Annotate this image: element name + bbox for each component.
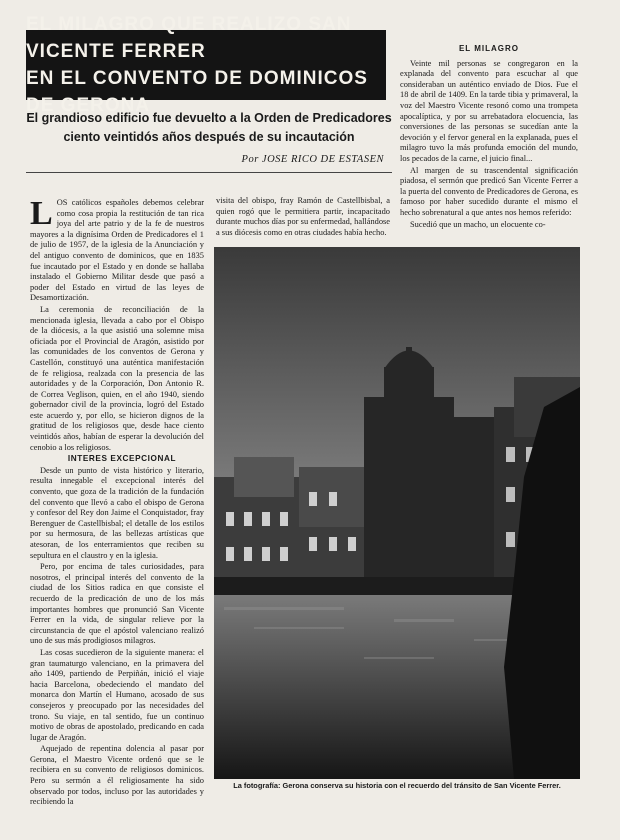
gerona-photo [214,247,580,779]
article-column-2 [216,196,390,240]
paragraph-6: Aquejado de repentina dolencia al pasar por Gerona, el Maestro Vicente ordenó que se le recibiera en su convento de religiosos dominicos. Pero su sermón a él religiosamente ha sido observado por todos, incluso por las autoridades y recibiendo la [30,744,204,807]
column-2-paragraph: visita del obispo, fray Ramón de Castellbisbal, a quien rogó que le permitiera partir, incapacitado durante muchos días por su enfermedad, hallándose a sus diócesis como en otras ciudades había hecho. [216,196,390,237]
paragraph-5: Las cosas sucedieron de la siguiente manera: el gran taumaturgo valenciano, en la primavera del año 1409, partiendo de Perpiñán, inició el viaje hacia Barcelona, obedeciendo el mandato del monarca don Martín el Humano, acosado de sus consejeros y preocupado por las necesidades del trono. Su viaje, en tal sentido, fue un continuo motivo de obras de apostolado, predicando en cada lugar de Aragón. [30,647,204,742]
headline-line-2: EN EL CONVENTO DE DOMINICOS DE GERONA [26,68,368,116]
subtitle-line-1: El grandioso edificio fue devuelto a la Orden de Predicadores [26,111,392,125]
paragraph-1-text: OS católicos españoles debemos celebrar como cosa propia la restitución de tan rica joya del arte patrio y de la fe de nuestros mayores a la dignísima Orden de Predicadores el 1 de julio de 1957, de la iglesia de la Anunciación y del antiguo convento de dominicos, que en 1835 fue incautado por el Estado y en donde se hallaba instalado el Gobierno Militar desde que pasó a poder del Estado en virtud de las leyes de Desamortización. [30,198,204,303]
paragraph-4: Pero, por encima de tales curiosidades, para nosotros, el principal interés del convento de la ciudad de los Sitios radica en que consiste el recuerdo de la predicación de uno de los más importantes hombres que pronunció San Vicente Ferrer en la vida, de singular relieve por la circunstancia de que el apóstol valenciano realizó uno de sus más prodigiosos milagros. [30,562,204,646]
column-3-paragraph-1: Veinte mil personas se congregaron en la explanada del convento para escuchar al que consideraban un auténtico enviado de Dios. Fue el 18 de abril de 1409. En la tarde tibia y primaveral, la voz del Maestro Vicente resonó como una trompeta apocalíptica, y por su arrebatadora elocuencia, las conversiones de las personas se sucedían ante la devoción y el fervor general en la explanada, pues el milagro tuvo la más profunda emoción del mundo, los pecados de la carne, el juicio final... [400,58,578,163]
section-subhead: INTERES EXCEPCIONAL [67,454,177,464]
paragraph-2: La ceremonia de reconciliación de la mencionada iglesia, llevada a cabo por el Obispo de la diócesis, a la que asistió una solemne misa oficiada por el Provincial de Aragón, asistido por las comunidades de los conventos de Gerona y Castellón, constituyó una auténtica manifestación de fe religiosa, realzada con la presencia de las autoridades y de la Corporación, Don Antonio R. de Correa Veglison, quien, en el año 1940, siendo gobernador civil de la provincia, logró del Estado este acuerdo y, por ello, se hicieron dignos de la gratitud de los religiosos que, desde hace ciento veintidós años, habían de esperar la devolución del cenobio a los religiosos. [30,304,204,452]
subtitle-line-2: ciento veintidós años después de su incautación [63,130,355,144]
byline-divider [26,172,392,173]
photo-caption: La fotografía: Gerona conserva su historia con el recuerdo del tránsito de San Vicente Ferrer. [233,781,561,790]
subtitle [26,109,392,147]
paragraph-1 [30,198,204,304]
gerona-cathedral-riverside-image [214,247,580,779]
article-column-1 [30,198,204,828]
headline-banner [26,14,386,116]
column-3-paragraph-2: Al margen de su trascendental significación piadosa, el sermón que predicó San Vicente Ferrer a la puerta del convento de Predicadores de Gerona, es famoso por haber sucedido durante el mismo el hecho sobrenatural a que antes nos hemos referido: [400,165,578,217]
section-label-el-milagro: EL MILAGRO [458,44,520,53]
byline: Por JOSE RICO DE ESTASEN [241,154,384,165]
column-3-paragraph-3: Sucedió que un macho, un elocuente co- [410,219,546,229]
paragraph-3: Desde un punto de vista histórico y literario, resulta innegable el excepcional interés del convento, que goza de la tradición de la fundación del convento que llevó a cabo el obispo de Gerona y confesor del Rey don Jaime el Conquistador, fray Berenguer de Castellbisbal; el detalle de los estilos por su hermosura, de las bellezas artísticas que atesoran, de los enterramientos que reciben su sepultura en el claustro y en la iglesia. [30,465,204,560]
headline-line-1: EL MILAGRO QUE REALIZO SAN VICENTE FERRER [26,14,352,62]
dropcap-letter: L [30,198,53,232]
article-column-3 [400,44,578,240]
